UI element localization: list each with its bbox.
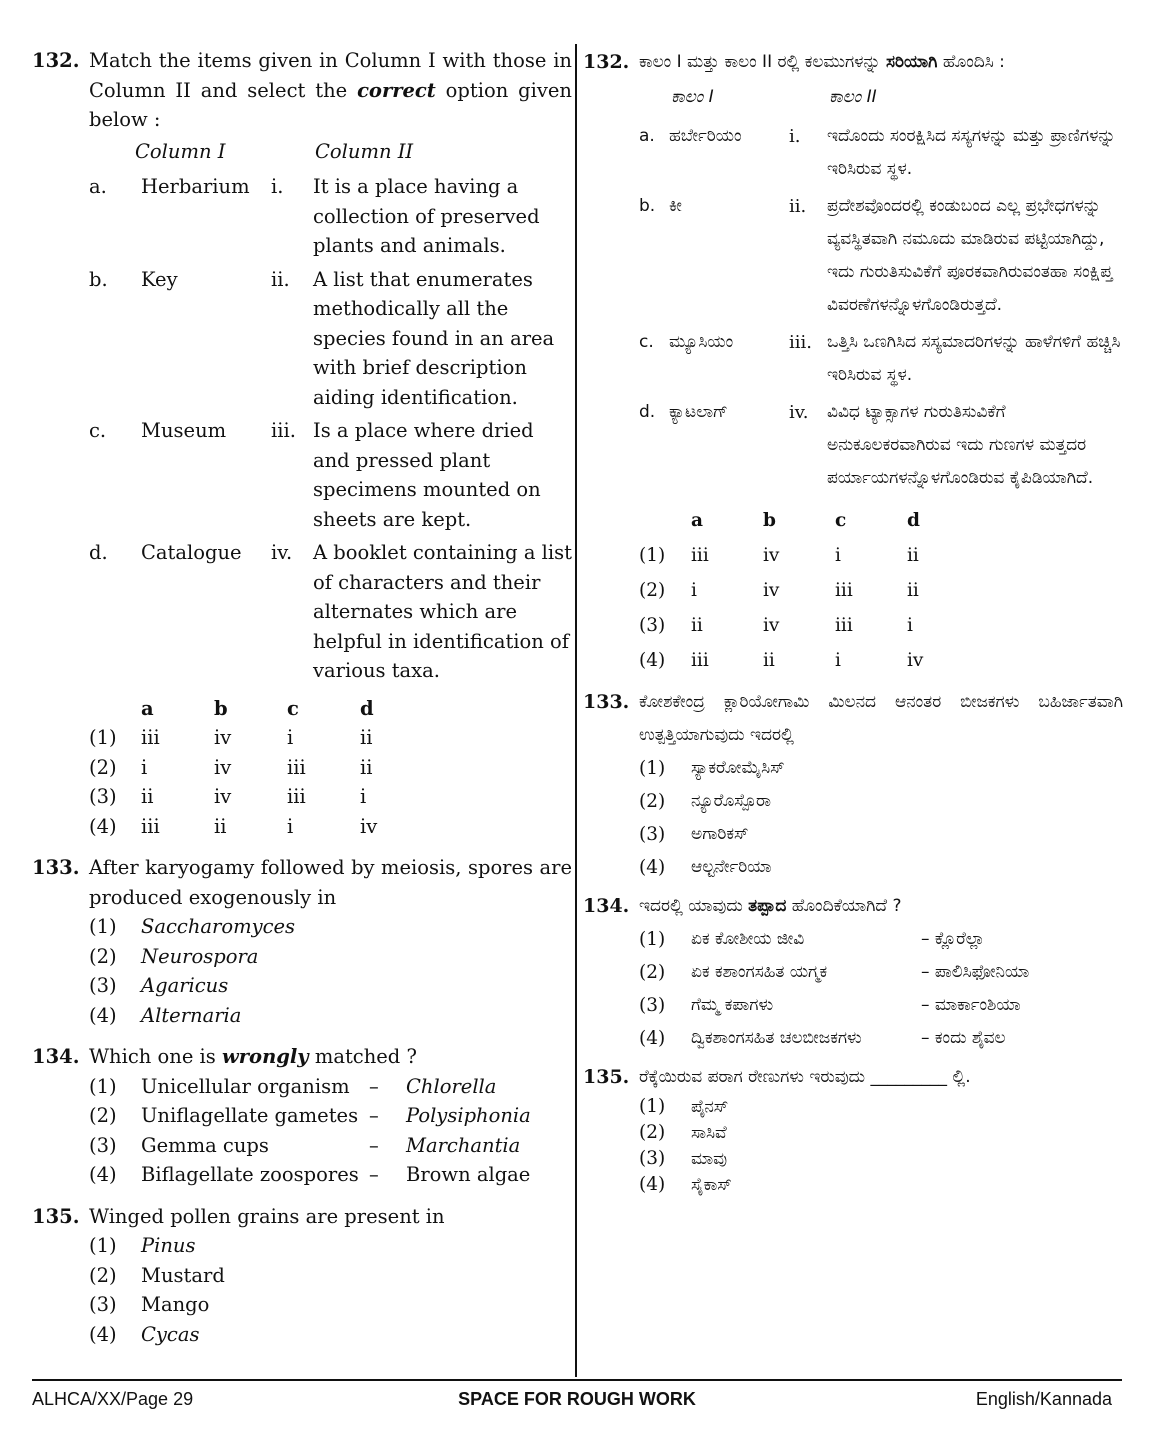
question-number: 132. (583, 51, 630, 73)
answer-option-1[interactable]: (1) Saccharomyces (89, 915, 296, 938)
page-footer (32, 1389, 1122, 1415)
match-row: b. ಕೀ ii. ಪ್ರದೇಶವೊಂದರಲ್ಲಿ ಕಂಡುಬಂದ ಎಲ್ಲ ಪ್ರಭೇಧಗಳನ್ನು ವ್ಯವಸ್ಥಿತವಾಗಿ ನಮೂದು ಮಾಡಿರುವ ಪಟ್ಟಿಯಾಗಿದ್ದು, ಇದು ಗುರುತಿಸುವಿಕೆಗೆ ಪೂರಕವಾಗಿರುವಂತಹಾ ಸಂಕ್ಷಿಪ್ತ ವಿವರಣೆಗಳನ್ನೊಳಗೊಂಡಿರುತ್ತದೆ. (639, 196, 1113, 315)
question-133 (32, 853, 572, 1030)
match-row: c. ಮ್ಯೂಸಿಯಂ iii. ಒತ್ತಿಸಿ ಒಣಗಿಸಿದ ಸಸ್ಯಮಾದರಿಗಳನ್ನು ಹಾಳೆಗಳಿಗೆ ಹಚ್ಚಿಸಿ ಇರಿಸಿರುವ ಸ್ಥಳ. (639, 332, 1121, 385)
answer-option-1[interactable]: (1) ಪೈನಸ್ (639, 1096, 729, 1117)
answer-option-2[interactable]: (2) i iv iii ii (639, 580, 919, 601)
answer-option-4[interactable]: (4) ಸೈಕಾಸ್ (639, 1174, 732, 1195)
answer-option-1[interactable]: (1) iii iv i ii (89, 726, 373, 749)
question-number: 133. (583, 691, 630, 713)
answer-option-4[interactable]: (4) Alternaria (89, 1003, 242, 1027)
answer-option-4[interactable]: (4) ದ್ವಿಕಶಾಂಗಸಹಿತ ಚಲಬೀಜಕಗಳು – ಕಂದು ಶೈವಲ (639, 1028, 1006, 1049)
answer-option-3[interactable]: (3) ಮಾವು (639, 1148, 728, 1169)
column-i-header: Column I (135, 139, 226, 163)
question-text: ಇದರಲ್ಲಿ ಯಾವುದು ತಪ್ಪಾದ ಹೊಂದಿಕೆಯಾಗಿದೆ ? (639, 896, 902, 916)
column-ii-header: ಕಾಲಂ II (829, 87, 877, 107)
match-row: c. Museum iii. Is a place where dried and pressed plant specimens mounted on sheets are kept. (89, 419, 541, 531)
answer-option-3[interactable]: (3) ii iv iii i (89, 785, 367, 808)
answer-option-3[interactable]: (3) Gemma cups – Marchantia (89, 1133, 521, 1157)
emphasis-text: wrongly (222, 1045, 309, 1068)
question-number: 135. (583, 1066, 630, 1088)
answer-option-1[interactable]: (1) ಏಕ ಕೋಶೀಯ ಜೀವಿ – ಕ್ಲೊರೆಲ್ಲಾ (639, 929, 985, 950)
kannada-column (583, 46, 1123, 1376)
answer-option-1[interactable]: (1) Unicellular organism – Chlorella (89, 1074, 497, 1098)
question-132 (32, 46, 572, 841)
answer-option-4[interactable]: (4) iii ii i iv (639, 650, 924, 671)
answer-option-3[interactable]: (3) ಅಗಾರಿಕಸ್ (639, 824, 749, 845)
language-label: English/Kannada (975, 1389, 1112, 1409)
question-number: 133. (32, 856, 80, 879)
answer-option-4[interactable]: (4) ಆಲ್ಟರ್ನೇರಿಯಾ (639, 857, 772, 878)
question-number: 134. (32, 1045, 80, 1068)
option-header-row: a b c d (141, 696, 374, 720)
question-134-kannada (583, 890, 1123, 1055)
answer-option-2[interactable]: (2) i iv iii ii (89, 755, 373, 779)
question-text: ಕೋಶಕೇಂದ್ರ ಕ್ಲಾರಿಯೋಗಾಮಿ ಮಿಲನದ ಆನಂತರ ಬೀಜಕಗಳು ಬಹಿರ್ಜಾತವಾಗಿ ಉತ್ಪತ್ತಿಯಾಗುವುದು ಇದರಲ್ಲಿ (639, 692, 1123, 745)
answer-option-2[interactable]: (2) Mustard (89, 1263, 225, 1287)
emphasis-text: correct (357, 78, 436, 102)
answer-option-3[interactable]: (3) Mango (89, 1293, 210, 1316)
match-row: d. Catalogue iv. A booklet containing a list of characters and their alternates which are helpful in identification of various taxa. (89, 541, 572, 682)
match-row: a. Herbarium i. It is a place having a collection of preserved plants and animals. (89, 175, 540, 257)
question-132-kannada (583, 46, 1123, 678)
answer-option-3[interactable]: (3) ii iv iii i (639, 615, 913, 636)
question-135 (32, 1202, 572, 1350)
question-135-kannada (583, 1061, 1123, 1198)
answer-option-3[interactable]: (3) ಗೆಮ್ಮ ಕಪಾಗಳು – ಮಾರ್ಕಾಂಶಿಯಾ (639, 995, 1021, 1016)
answer-option-2[interactable]: (2) ಏಕ ಕಶಾಂಗಸಹಿತ ಯಗ್ಮಕ – ಪಾಲಿಸಿಫೋನಿಯಾ (639, 962, 1030, 983)
question-text: Which one is wrongly matched ? (89, 1045, 417, 1068)
answer-option-1[interactable]: (1) iii iv i ii (639, 545, 919, 566)
question-134 (32, 1042, 572, 1190)
match-row: d. ಕ್ಯಾಟಲಾಗ್ iv. ವಿವಿಧ ಟ್ಯಾಕ್ಸಾಗಳ ಗುರುತಿಸುವಿಕೆಗೆ ಅನುಕೂಲಕರವಾಗಿರುವ ಇದು ಗುಣಗಳ ಮತ್ತದರ ಪರ್ಯಾಯಗಳನ್ನೊಳಗೊಂಡಿರುವ ಕೈಪಿಡಿಯಾಗಿದೆ. (639, 402, 1094, 488)
question-text: ರೆಕ್ಕೆಯಿರುವ ಪರಾಗ ರೇಣುಗಳು ಇರುವುದು _________ ಲ್ಲಿ. (639, 1067, 971, 1087)
answer-option-2[interactable]: (2) Neurospora (89, 944, 259, 968)
answer-option-2[interactable]: (2) ಸಾಸಿವೆ (639, 1122, 727, 1143)
english-column (32, 46, 572, 1376)
question-text: After karyogamy followed by meiosis, spores are produced exogenously in (89, 856, 572, 909)
emphasis-text: ತಪ್ಪಾದ (748, 896, 787, 916)
emphasis-text: ಸರಿಯಾಗಿ (885, 52, 938, 72)
page-code: ALHCA/XX/Page 29 (32, 1389, 194, 1409)
option-header-row: a b c d (691, 510, 920, 531)
rough-work-label: SPACE FOR ROUGH WORK (458, 1389, 696, 1409)
match-row: a. ಹರ್ಬೇರಿಯಂ i. ಇದೊಂದು ಸಂರಕ್ಷಿಸಿದ ಸಸ್ಯಗಳನ್ನು ಮತ್ತು ಪ್ರಾಣಿಗಳನ್ನು ಇರಿಸಿರುವ ಸ್ಥಳ. (639, 126, 1116, 179)
column-headers (89, 137, 572, 167)
column-divider (575, 44, 577, 1377)
question-133-kannada (583, 686, 1123, 884)
answer-option-1[interactable]: (1) Pinus (89, 1234, 196, 1257)
question-number: 134. (583, 895, 630, 917)
question-number: 135. (32, 1204, 80, 1228)
column-ii-header: Column II (315, 139, 414, 163)
column-headers (639, 81, 1123, 114)
footer-divider (32, 1379, 1122, 1381)
answer-option-4[interactable]: (4) Biflagellate zoospores – Brown algae (89, 1163, 531, 1186)
answer-option-1[interactable]: (1) ಸ್ಯಾಕರೋಮೈಸಿಸ್ (639, 758, 785, 779)
column-i-header: ಕಾಲಂ I (671, 87, 714, 107)
answer-option-2[interactable]: (2) Uniflagellate gametes – Polysiphonia (89, 1104, 531, 1127)
question-number: 132. (32, 49, 80, 72)
question-text: ಕಾಲಂ I ಮತ್ತು ಕಾಲಂ II ರಲ್ಲಿ ಕಲಮುಗಳನ್ನು ಸರಿಯಾಗಿ ಹೊಂದಿಸಿ : (639, 52, 1005, 72)
answer-option-3[interactable]: (3) Agaricus (89, 974, 229, 997)
answer-option-4[interactable]: (4) Cycas (89, 1322, 200, 1346)
answer-option-2[interactable]: (2) ನ್ಯೂರೊಸ್ಪೊರಾ (639, 791, 772, 812)
question-text: Match the items given in Column I with those in Column II and select the correct option given below : (89, 49, 572, 131)
question-text: Winged pollen grains are present in (89, 1204, 445, 1228)
answer-option-4[interactable]: (4) iii ii i iv (89, 814, 378, 838)
match-row: b. Key ii. A list that enumerates methodically all the species found in an area with brief description aiding identification. (89, 267, 555, 409)
